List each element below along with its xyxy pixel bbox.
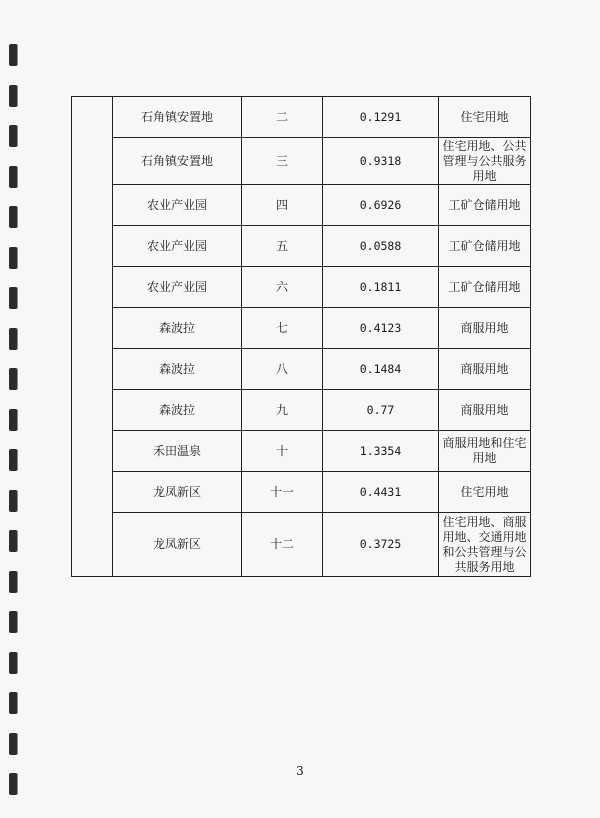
area-cell: 0.3725 bbox=[323, 513, 439, 577]
binding-hole bbox=[9, 571, 17, 593]
table-row bbox=[72, 226, 531, 267]
area-cell: 0.77 bbox=[323, 390, 439, 431]
binding-hole bbox=[9, 44, 17, 66]
sequence-cell: 三 bbox=[242, 138, 323, 185]
place-cell: 禾田温泉 bbox=[113, 431, 242, 472]
binding-hole bbox=[9, 125, 17, 147]
place-cell: 农业产业园 bbox=[113, 226, 242, 267]
table-row bbox=[72, 472, 531, 513]
area-cell: 0.6926 bbox=[323, 185, 439, 226]
binding-hole bbox=[9, 166, 17, 188]
sequence-cell: 九 bbox=[242, 390, 323, 431]
binding-hole bbox=[9, 85, 17, 107]
land-use-cell: 工矿仓储用地 bbox=[439, 226, 531, 267]
binding-hole bbox=[9, 490, 17, 512]
area-cell: 0.4431 bbox=[323, 472, 439, 513]
land-use-cell: 商服用地 bbox=[439, 349, 531, 390]
place-cell: 森波拉 bbox=[113, 308, 242, 349]
area-cell: 0.1291 bbox=[323, 97, 439, 138]
area-cell: 1.3354 bbox=[323, 431, 439, 472]
sequence-cell: 十二 bbox=[242, 513, 323, 577]
sequence-cell: 十一 bbox=[242, 472, 323, 513]
place-cell: 龙凤新区 bbox=[113, 513, 242, 577]
binding-hole bbox=[9, 611, 17, 633]
table-row bbox=[72, 390, 531, 431]
area-cell: 0.1484 bbox=[323, 349, 439, 390]
table-row bbox=[72, 308, 531, 349]
land-use-cell: 住宅用地、公共管理与公共服务用地 bbox=[439, 138, 531, 185]
area-cell: 0.4123 bbox=[323, 308, 439, 349]
binding-hole bbox=[9, 206, 17, 228]
area-cell: 0.9318 bbox=[323, 138, 439, 185]
place-cell: 森波拉 bbox=[113, 349, 242, 390]
table-row bbox=[72, 185, 531, 226]
land-use-cell: 住宅用地 bbox=[439, 472, 531, 513]
land-use-cell: 商服用地和住宅用地 bbox=[439, 431, 531, 472]
place-cell: 石角镇安置地 bbox=[113, 97, 242, 138]
place-cell: 农业产业园 bbox=[113, 185, 242, 226]
table-row bbox=[72, 97, 531, 138]
sequence-cell: 十 bbox=[242, 431, 323, 472]
binding-hole bbox=[9, 368, 17, 390]
area-cell: 0.1811 bbox=[323, 267, 439, 308]
binding-hole bbox=[9, 733, 17, 755]
land-use-cell: 工矿仓储用地 bbox=[439, 267, 531, 308]
binding-hole bbox=[9, 692, 17, 714]
sequence-cell: 四 bbox=[242, 185, 323, 226]
land-use-cell: 商服用地 bbox=[439, 390, 531, 431]
binding-hole bbox=[9, 247, 17, 269]
sequence-cell: 五 bbox=[242, 226, 323, 267]
land-use-cell: 商服用地 bbox=[439, 308, 531, 349]
place-cell: 森波拉 bbox=[113, 390, 242, 431]
sequence-cell: 八 bbox=[242, 349, 323, 390]
page-number: 3 bbox=[296, 764, 304, 778]
table-row bbox=[72, 267, 531, 308]
place-cell: 农业产业园 bbox=[113, 267, 242, 308]
place-cell: 石角镇安置地 bbox=[113, 138, 242, 185]
land-use-cell: 住宅用地、商服用地、交通用地和公共管理与公共服务用地 bbox=[439, 513, 531, 577]
land-use-cell: 住宅用地 bbox=[439, 97, 531, 138]
binding-hole bbox=[9, 409, 17, 431]
table-row bbox=[72, 349, 531, 390]
sequence-cell: 二 bbox=[242, 97, 323, 138]
binding-hole bbox=[9, 652, 17, 674]
binding-hole bbox=[9, 449, 17, 471]
binding-hole bbox=[9, 287, 17, 309]
land-use-cell: 工矿仓储用地 bbox=[439, 185, 531, 226]
binding-hole bbox=[9, 530, 17, 552]
table-row bbox=[72, 513, 531, 577]
merged-category-cell bbox=[72, 97, 113, 577]
table-row bbox=[72, 431, 531, 472]
area-cell: 0.0588 bbox=[323, 226, 439, 267]
binding-hole bbox=[9, 328, 17, 350]
place-cell: 龙凤新区 bbox=[113, 472, 242, 513]
table-row bbox=[72, 138, 531, 185]
land-use-table-body bbox=[72, 97, 531, 577]
binding-holes bbox=[9, 14, 19, 814]
sequence-cell: 六 bbox=[242, 267, 323, 308]
sequence-cell: 七 bbox=[242, 308, 323, 349]
land-use-table bbox=[71, 96, 531, 577]
